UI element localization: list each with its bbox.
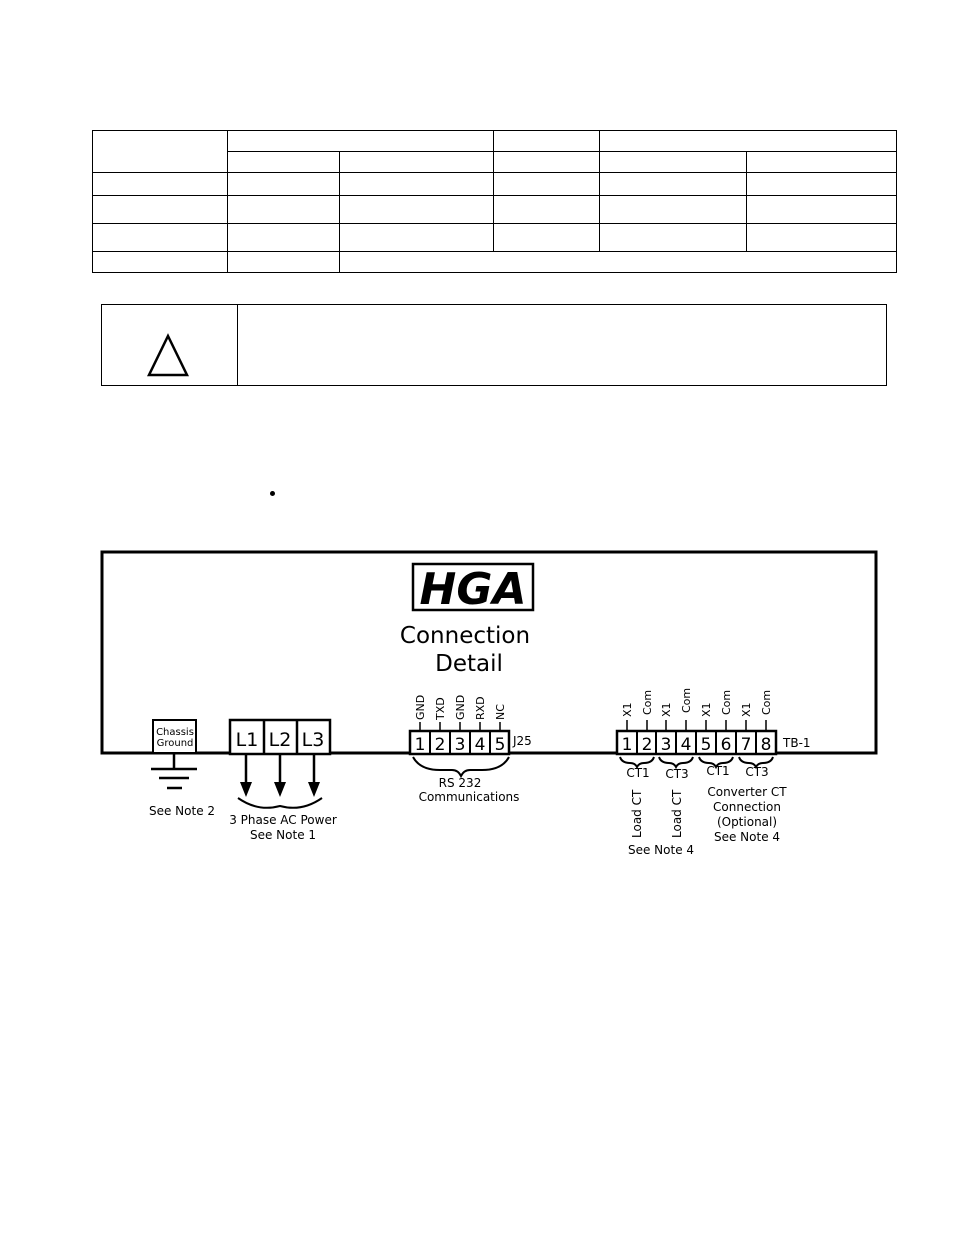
j25-pin-number: 1 <box>414 735 426 755</box>
power-brace-icon <box>238 798 322 808</box>
tb1-pin-number: 5 <box>700 735 712 755</box>
j25-pin-signal: TXD <box>434 697 447 720</box>
see-note-2-label: See Note 2 <box>148 804 216 818</box>
tb1-pin-signal: X1 <box>660 702 673 717</box>
tb1-pin-signal: Com <box>760 689 773 715</box>
j25-pin-number: 4 <box>474 735 486 755</box>
j25-pin-number: 2 <box>434 735 446 755</box>
rs232-brace-icon <box>413 757 509 776</box>
tb1-pin-signal: Com <box>641 689 654 715</box>
load-ct-label: Load CT <box>630 789 644 838</box>
power-terminal-l2: L2 <box>268 729 292 751</box>
converter-ct-line2: Connection <box>713 800 781 814</box>
ct-group-label: CT1 <box>626 766 650 780</box>
j25-pin-leads <box>420 722 500 731</box>
ct-group-label: CT3 <box>745 765 769 779</box>
j25-pin-signal: NC <box>494 704 507 720</box>
rs232-label-line2: Communications <box>418 790 520 804</box>
chassis-ground-label-line2: Ground <box>156 738 194 749</box>
diagram-title-line1: Connection <box>399 623 531 649</box>
converter-ct-line1: Converter CT <box>707 785 787 799</box>
tb1-pin-signal: X1 <box>621 702 634 717</box>
tb1-pin-number: 6 <box>720 735 732 755</box>
chassis-ground-label-line1: Chassis <box>156 727 194 738</box>
tb1-pin-number: 7 <box>740 735 752 755</box>
converter-ct-line3: (Optional) <box>716 815 778 829</box>
power-label-line1: 3 Phase AC Power <box>229 813 337 827</box>
diagram-title-line2: Detail <box>435 651 503 677</box>
tb1-pin-number: 2 <box>641 735 653 755</box>
tb1-pin-number: 4 <box>680 735 692 755</box>
ct-group-label: CT1 <box>706 764 730 778</box>
tb1-pin-number: 3 <box>660 735 672 755</box>
see-note-4-label: See Note 4 <box>627 843 695 857</box>
j25-pin-signal: RXD <box>474 696 487 720</box>
tb1-pin-signal: X1 <box>740 702 753 717</box>
tb1-label: TB-1 <box>783 736 811 750</box>
tb1-pin-leads <box>627 720 766 731</box>
tb1-pin-signal: Com <box>680 687 693 713</box>
power-terminal-l3: L3 <box>301 729 325 751</box>
j25-pin-signal: GND <box>414 694 427 720</box>
ct-group-label: CT3 <box>665 767 689 781</box>
j25-pin-number: 3 <box>454 735 466 755</box>
j25-pin-signal: GND <box>454 694 467 720</box>
converter-ct-line4: See Note 4 <box>713 830 781 844</box>
rs232-label-line1: RS 232 <box>438 776 482 790</box>
j25-label: J25 <box>513 734 532 748</box>
tb1-pin-number: 8 <box>760 735 772 755</box>
power-arrows-icon <box>240 754 320 797</box>
tb1-pin-signal: X1 <box>700 702 713 717</box>
hga-logo: HGA <box>419 564 527 615</box>
tb1-pin-number: 1 <box>621 735 633 755</box>
power-label-line2: See Note 1 <box>249 828 317 842</box>
ground-symbol-icon <box>151 753 197 788</box>
power-terminal-l1: L1 <box>235 729 259 751</box>
tb1-pin-signal: Com <box>720 689 733 715</box>
j25-pin-number: 5 <box>494 735 506 755</box>
load-ct-label: Load CT <box>670 789 684 838</box>
